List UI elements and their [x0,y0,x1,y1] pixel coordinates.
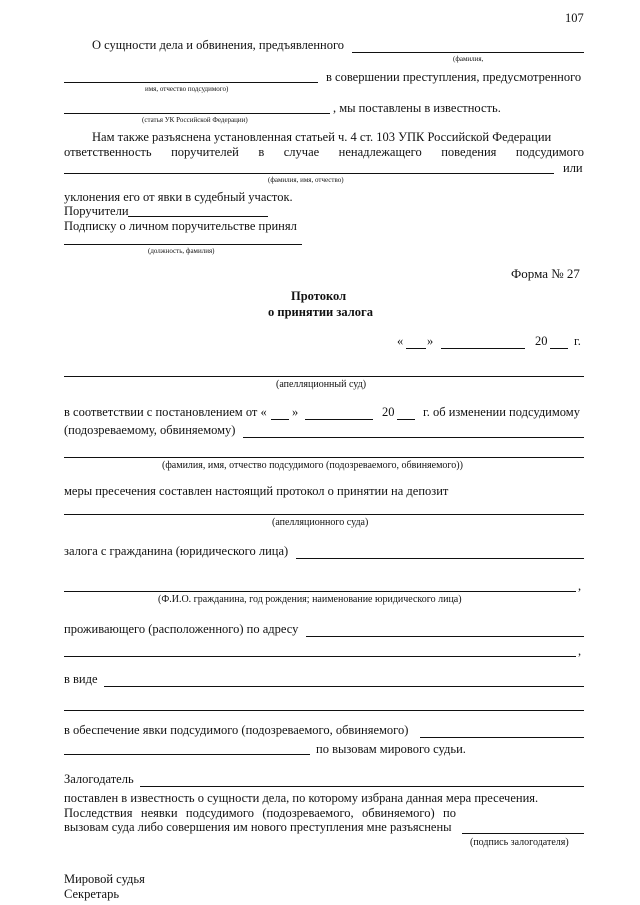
doc-title: Протокол [291,289,347,303]
fill-line[interactable] [104,686,584,687]
fill-line[interactable] [64,710,584,711]
caption: (апелляционного суда) [272,517,369,528]
word: подсудимого [185,806,254,820]
fill-line[interactable] [64,754,310,755]
word: ненадлежащего [338,145,422,159]
word: ответственность [64,145,152,159]
fill-line[interactable] [306,636,584,637]
resolution-year-line[interactable] [397,419,415,420]
comma: , [578,644,582,658]
caption: (должность, фамилия) [148,247,215,255]
signatory-judge: Мировой судья [64,872,145,886]
text-word: или [563,161,583,175]
fill-line[interactable] [420,737,584,738]
date-month-line[interactable] [441,348,525,349]
paragraph-line: Нам также разъяснена установленная статьей ч. 4 ст. 103 УПК Российской Федерации [92,130,552,144]
fill-line[interactable] [296,558,584,559]
text-part: г. об изменении подсудимому [423,405,580,419]
caption: (фамилия, [453,55,484,63]
text-line: Подписку о личном поручительстве принял [64,219,297,233]
fill-line[interactable] [462,833,584,834]
text-line: меры пресечения составлен настоящий протокол о принятии на депозит [64,484,449,498]
caption: (статья УК Российской Федерации) [142,116,248,124]
fill-line[interactable] [352,52,584,53]
date-g: г. [574,334,581,348]
text-line: в обеспечение явки подсудимого (подозреваемого, обвиняемого) [64,723,409,737]
text-part: в соответствии с постановлением от « [64,405,267,419]
comma: , [578,579,582,593]
word: Последствия [64,806,133,820]
text-line: вызовам суда либо совершения им нового преступления мне разъяснены [64,820,452,834]
paragraph-line-justified [64,145,584,160]
fill-line[interactable] [64,376,584,377]
date-year-prefix: 20 [535,334,548,348]
fill-line[interactable] [64,656,576,657]
caption: (Ф.И.О. гражданина, год рождения; наименование юридического лица) [158,594,462,605]
paragraph-line-justified [64,806,456,821]
word: по [443,806,456,820]
doc-subtitle: о принятии залога [268,305,373,319]
fill-line[interactable] [64,457,584,458]
text-line: Поручители [64,204,129,218]
word: подсудимого [515,145,584,159]
fill-line[interactable] [64,113,330,114]
word: поведения [441,145,497,159]
fill-line[interactable] [128,216,268,217]
date-close-quote: » [427,334,434,348]
date-day-line[interactable] [406,348,426,349]
word: обвиняемого) [362,806,435,820]
date-year-line[interactable] [550,348,568,349]
text-part: 20 [382,405,395,419]
caption: (фамилия, имя, отчество подсудимого (подозреваемого, обвиняемого)) [162,460,463,471]
fill-line[interactable] [64,82,318,83]
page-number: 107 [565,11,584,25]
text-line: залога с гражданина (юридического лица) [64,544,289,558]
text-line: поставлен в известность о сущности дела, по которому избрана данная мера пресечения. [64,791,539,805]
resolution-day-line[interactable] [271,419,289,420]
form-number: Форма № 27 [511,266,580,281]
fill-line[interactable] [140,786,584,787]
text-line: , мы поставлены в известность. [333,101,501,115]
text-line: уклонения его от явки в судебный участок. [64,190,293,204]
fill-line[interactable] [243,437,584,438]
caption: имя, отчество подсудимого) [145,85,229,93]
word: случае [283,145,320,159]
word: неявки [140,806,178,820]
word: поручителей [171,145,239,159]
fill-line[interactable] [64,173,554,174]
fill-line[interactable] [64,591,576,592]
text-line: проживающего (расположенного) по адресу [64,622,299,636]
word: (подозреваемого, [262,806,354,820]
fill-line[interactable] [64,244,302,245]
text-line: Залогодатель [64,772,134,786]
signatory-secretary: Секретарь [64,887,120,901]
text-line: О сущности дела и обвинения, предъявленного [92,38,345,52]
text-part: » [292,405,299,419]
text-line: в виде [64,672,98,686]
caption: (фамилия, имя, отчество) [268,176,344,184]
text-line: по вызовам мирового судьи. [316,742,466,756]
fill-line[interactable] [64,514,584,515]
text-line: (подозреваемому, обвиняемому) [64,423,236,437]
caption: (апелляционный суд) [276,379,367,390]
date-open-quote: « [397,334,404,348]
resolution-month-line[interactable] [305,419,373,420]
caption: (подпись залогодателя) [470,837,569,848]
text-line: в совершении преступления, предусмотренного [326,70,582,84]
word: в [258,145,265,159]
